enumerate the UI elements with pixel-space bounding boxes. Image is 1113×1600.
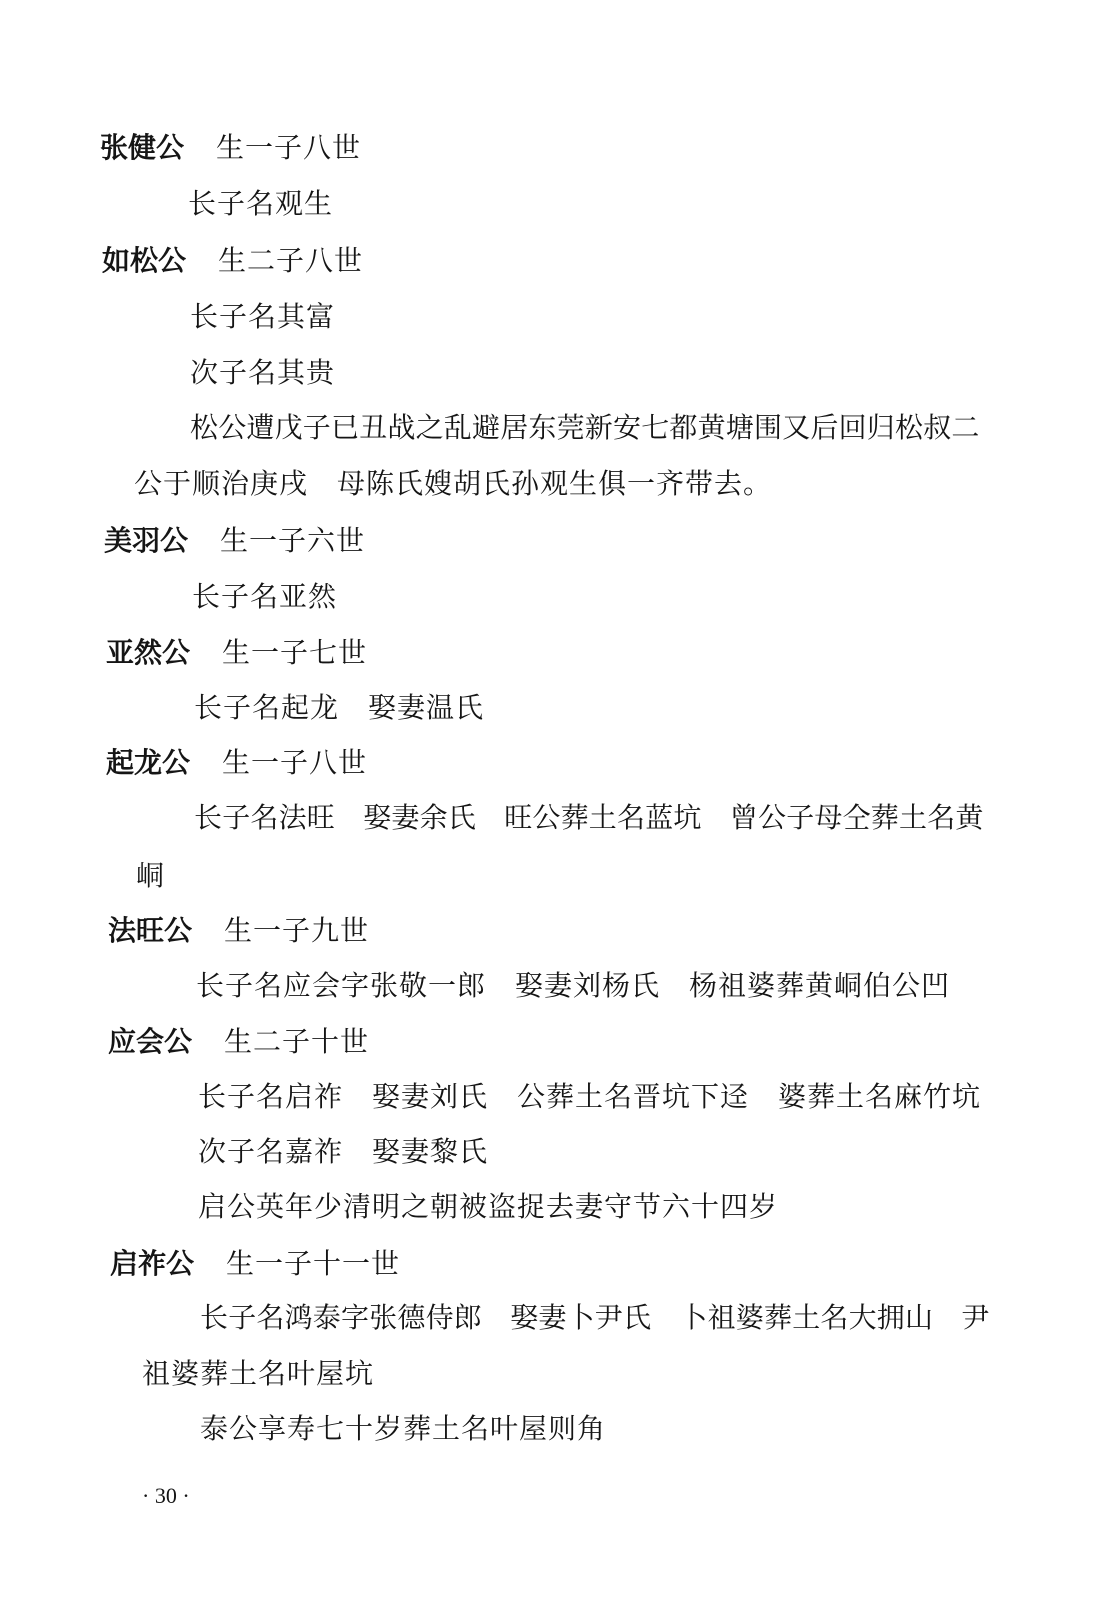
ancestor-name: 应会公 — [108, 1025, 193, 1058]
ancestor-name: 法旺公 — [108, 914, 193, 947]
ancestor-name: 启祚公 — [110, 1247, 195, 1280]
text-line: 次子名其贵 — [190, 356, 336, 389]
ancestor-name: 如松公 — [102, 244, 187, 277]
ancestor-name: 美羽公 — [104, 524, 189, 557]
entry-head-line — [108, 913, 370, 949]
ancestor-name: 亚然公 — [106, 636, 191, 669]
text-line: 松公遭戊子已丑战之乱避居东莞新安七都黄塘围又后回归松叔二 — [190, 411, 980, 444]
text-line: 长子名法旺 娶妻余氏 旺公葬土名蓝坑 曾公子母仝葬土名黄 — [194, 801, 984, 834]
text-line: 长子名启祚 娶妻刘氏 公葬土名晋坑下迳 婆葬土名麻竹坑 — [198, 1080, 982, 1113]
generation-info: 生一子七世 — [222, 636, 368, 669]
generation-info: 生一子八世 — [222, 746, 368, 779]
generation-info: 生二子八世 — [218, 244, 364, 277]
text-line: 长子名亚然 — [192, 580, 338, 613]
page-number: · 30 · — [142, 1483, 190, 1508]
generation-info: 生二子十世 — [224, 1025, 370, 1058]
entry-head-line — [108, 1024, 370, 1060]
text-line: 长子名鸿泰字张德侍郎 娶妻卜尹氏 卜祖婆葬土名大拥山 尹 — [200, 1301, 990, 1334]
entry-head-line — [106, 745, 368, 781]
text-line: 长子名起龙 娶妻温氏 — [194, 691, 485, 724]
text-line: 祖婆葬土名叶屋坑 — [142, 1357, 375, 1390]
text-line: 长子名应会字张敬一郎 娶妻刘杨氏 杨祖婆葬黄峒伯公凹 — [196, 969, 951, 1002]
generation-info: 生一子十一世 — [226, 1247, 401, 1280]
text-line: 泰公享寿七十岁葬土名叶屋则角 — [200, 1412, 607, 1445]
generation-info: 生一子八世 — [216, 131, 362, 164]
text-line: 长子名观生 — [188, 187, 334, 220]
text-line: 公于顺治庚戌 母陈氏嫂胡氏孙观生俱一齐带去。 — [134, 467, 773, 500]
text-line: 启公英年少清明之朝被盗捉去妻守节六十四岁 — [198, 1190, 779, 1223]
entry-head-line — [100, 130, 362, 166]
generation-info: 生一子九世 — [224, 914, 370, 947]
ancestor-name: 张健公 — [100, 131, 185, 164]
text-line: 长子名其富 — [190, 300, 336, 333]
entry-head-line — [104, 523, 366, 559]
entry-head-line — [110, 1246, 401, 1282]
entry-head-line — [102, 243, 364, 279]
ancestor-name: 起龙公 — [106, 746, 191, 779]
text-line: 次子名嘉祚 娶妻黎氏 — [198, 1135, 489, 1168]
generation-info: 生一子六世 — [220, 524, 366, 557]
text-line: 峒 — [136, 859, 166, 892]
entry-head-line — [106, 635, 368, 671]
